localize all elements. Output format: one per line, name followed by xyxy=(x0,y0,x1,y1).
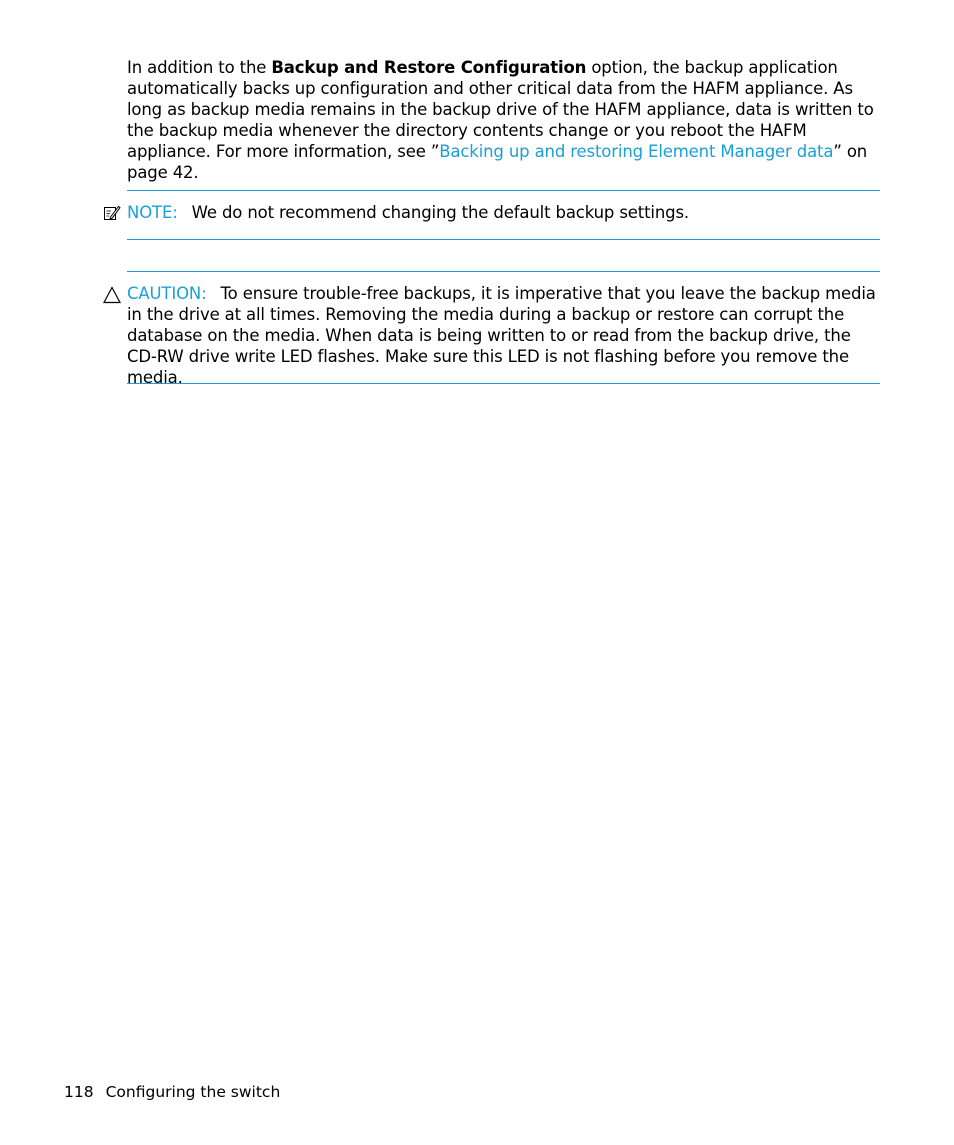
caution-text: To ensure trouble-free backups, it is imperative that you leave the backup media in the drive at all times. Removing the media during a backup or restore can corrupt the database on the media. When data is being written to or read from the backup drive, the CD-RW drive write LED flashes. Make sure this LED is not flashing before you remove the media. xyxy=(127,284,876,387)
note-label: NOTE: xyxy=(127,203,178,222)
note-callout xyxy=(127,202,885,223)
caution-label: CAUTION: xyxy=(127,284,207,303)
intro-text-middle: option, the backup application automatically backs up configuration and other critical data from the HAFM appliance. As long as backup media remains in the backup drive of the HAFM appliance, data is written to the backup media whenever the directory contents change or you reboot the HAFM appliance. For more information, see ” xyxy=(127,58,874,161)
caution-triangle-icon xyxy=(103,286,121,304)
intro-paragraph xyxy=(127,57,887,183)
intro-text-start: In addition to the xyxy=(127,58,272,77)
note-bottom-rule xyxy=(127,239,880,240)
caution-bottom-rule xyxy=(127,383,880,384)
note-text: We do not recommend changing the default backup settings. xyxy=(191,203,690,222)
page-number: 118 xyxy=(64,1083,94,1101)
caution-top-rule xyxy=(127,271,880,272)
note-pencil-icon xyxy=(103,204,121,222)
intro-bold-option: Backup and Restore Configuration xyxy=(271,58,587,77)
intro-text-end: ” on page 42. xyxy=(127,142,868,182)
note-top-rule xyxy=(127,190,880,191)
caution-callout xyxy=(127,283,885,388)
cross-reference-link[interactable]: Backing up and restoring Element Manager data xyxy=(439,142,834,161)
chapter-title: Configuring the switch xyxy=(105,1083,281,1101)
page-footer xyxy=(64,1082,280,1102)
